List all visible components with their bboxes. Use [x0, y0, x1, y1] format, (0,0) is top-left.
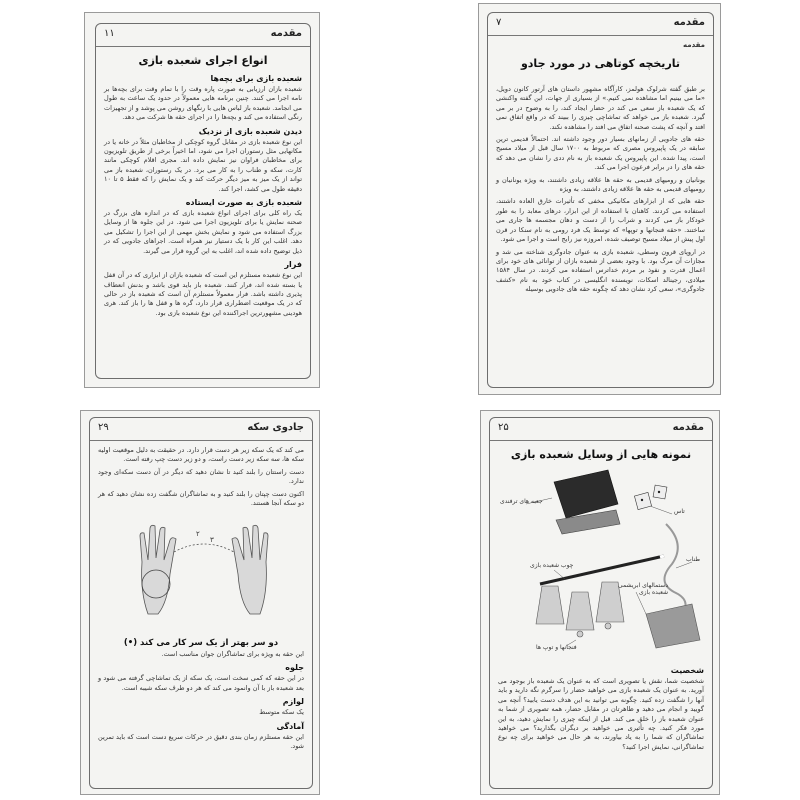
intro-text: می کند که یک سکه زیر هر دست قرار دارد. در حقیقت به دلیل موقعیت اولیه سکه ها، سه سکه زیر دست راست، و دو زیر دست چپ رفته است. [98, 446, 304, 464]
hands-drawing [134, 522, 274, 622]
paragraph: یونانیان و رومیهای قدیمی به حقه ها علاقه زیادی داشتند، به ویژه یونانیان و رومیهای قدیمی به حقه ها علاقه زیادی داشتند، به ویژه [496, 175, 705, 194]
section-text: در این حقه که کمی سخت است، یک سکه از یک تماشاچی گرفته می شود و بعد شعبده باز با آن وانمود می کند که هر دو طرف سکه شیبه است. [98, 674, 304, 692]
page-number: ۲۵ [498, 422, 509, 433]
rope-icon [664, 524, 685, 614]
section-heading: شعبده بازی به صورت ایستاده [185, 198, 302, 208]
section-text: این حقه مستلزم زمان بندی دقیق در حرکات سریع دست است که باید تمرین شود. [98, 732, 304, 751]
figure-mark: ۲ [196, 530, 200, 538]
section-heading: شخصیت [670, 666, 704, 675]
props-drawing [496, 464, 708, 654]
section-text: این نوع شعبده مستلزم این است که شعبده بازان از ابزاری که در آن قفل یا بسته شده اند، فرار کنند. شعبده باز باید قوی باشد و بدنش انعطاف پذیری داشته باشد. فرار معمولاً مستلزم آن است که شعبده باز در حالی که در یک موقعیت اضطراری قرار دارد، گره ها و قفل ها را باز کند. هری هودینی مشهورترین اجراکننده این نوع شعبده بازی بود. [104, 271, 302, 317]
chapter-name: مقدمه [270, 28, 302, 39]
label-cups-and-balls: فنجانها و توپ ها [536, 644, 577, 651]
page-body-bottom [98, 634, 304, 754]
section-heading: فرار [284, 260, 302, 270]
book-page-types-of-magic [84, 12, 320, 388]
page-frame [95, 23, 311, 379]
page-number: ۱۱ [104, 28, 115, 39]
page-title: تاریخچه کوتاهی در مورد جادو [520, 57, 681, 70]
page-body [498, 662, 704, 755]
paragraph: حقه هایی که از ابزارهای مکانیکی مخفی که تأثیرات خارق العاده داشتند، استفاده می کردند. کاهنان با استفاده از این ابزار، درهای معابد را به طور خودکار باز می کردند و شراب را از دست و دهان مجسمه ها جاری می ساختند. «حقه فنجانها و توپها» که توسط یک فرد رومی به نام سنکا در قرن اول پیش از میلاد مسیح توصیف شده، امروزه نیز رایج است و اجرا می شود. [496, 197, 705, 244]
trick-intro: این حقه به ویژه برای تماشاگران جوان مناسب است. [161, 650, 304, 658]
book-page-magic-props [480, 410, 720, 795]
page-number: ۷ [496, 17, 502, 28]
trick-box-icon [554, 470, 620, 534]
silk-handkerchief-icon [646, 604, 700, 648]
paragraph: بر طبق گفته شرلوک هولمز، کارآگاه مشهور داستان های آرتور کانون دویل، «ما می بینیم اما مشاهده نمی کنیم.» از بسیاری از جهات، این گفته واکنشی که یک شعبده باز سعی می کند در حضار ایجاد کند، را به وضوح در بر می گیرد. شعبده باز می خواهد که تماشاچی چیزی را ببیند که در واقع اتفاق نمی افتد و آنچه که پشت صحنه اتفاق می افتد را مشاهده نکند. [496, 85, 705, 131]
section-text: یک راه کلی برای اجرای انواع شعبده بازی که در اندازه های بزرگ در صحنه نمایش یا برای تلویزیون اجرا می شود. در این جلوه ها از وسایل بزرگ استفاده می شود و نمایش بخش مهمی از این اجرا را تشکیل می دهد. اغلب این کار با یک دستیار نیز همراه است. اجراهای جادویی که در ذیل توضیح داده شده اند، اغلب به این گروه قرار می گیرند. [104, 209, 302, 255]
page-frame [489, 417, 713, 789]
label-rope: طناب [686, 556, 701, 563]
page-title: نمونه هایی از وسایل شعبده بازی [510, 448, 692, 461]
step-text: دست راستتان را بلند کنید تا نشان دهید که دیگر در آن دست سکه‌ای وجود ندارد. [98, 467, 304, 486]
book-page-history-of-magic [478, 3, 721, 395]
page-header [490, 418, 712, 441]
cups-and-balls-icon [536, 582, 624, 637]
page-header [90, 418, 312, 441]
chapter-name: مقدمه [673, 17, 705, 28]
page-header [96, 24, 310, 47]
page-body [104, 70, 302, 321]
props-illustration [496, 464, 708, 654]
section-text: این نوع شعبده بازی در مقابل گروه کوچکی از مخاطبان مثلاً در خانه یا در مکانهایی مثل رستوران اجرا می شود، اما اخیراً برخی از طریق تلویزیون برای مخاطبان فراوان نیز نمایش داده اند. مجری اقلام کوچکی مانند کارت، سکه و طناب را به کار می برد. در یک رستوران، شعبده باز می تواند از یک میز به میز دیگر حرکت کند و یک نمایش را که فقط ۵ تا ۱۰ دقیقه طول می کشد، اجرا کند. [104, 137, 303, 193]
page-title: انواع اجرای شعبده بازی [138, 54, 268, 67]
section-text: شعبده بازان ارزیابی به صورت پاره وقت را با تمام وقت برای بچه‌ها بر نامه اجرا می کنند. چنین برنامه هایی معمولاً در حدود یک ساعت به طول می انجامد. شعبده باز لباس هایی با رنگهای روشن می پوشد و از تجهیزات رنگی استفاده می کند و بچه‌ها را در اجرای حقه ها شرکت می دهد. [104, 85, 302, 122]
section-heading: جلوه [285, 663, 304, 673]
chapter-name: جادوی سکه [247, 422, 304, 433]
step-text: اکنون دست چپتان را بلند کنید و به تماشاگران شگفت زده نشان دهید که هر دو سکه آنجا هستند. [98, 489, 304, 508]
page-header [488, 13, 713, 36]
section-heading: آمادگی [276, 721, 304, 731]
section-heading: لوازم [282, 697, 304, 707]
chapter-name: مقدمه [672, 422, 704, 433]
section-text: شخصیت شما، نقش یا تصویری است که به عنوان یک شعبده باز بوجود می آورید. به عنوان یک شعبده بازی می خواهید حضار را سرگرم نگه دارید و باید آنها را شگفت زده کنید. چگونه می توانید به این هدف دست یابید؟ آنچه می گویید و انجام می دهید و ظاهرتان در مقابل حضار، همه تصویری از شما به عنوان شعبده باز را خلق می کند. قبل از اینکه چیزی را نمایش دهید، به این مورد فکر کنید. چه تأثیری می خواهید بر دیگران بگذارید؟ می خواهید تماشاگران که شما را به یاد بیاورند، به هر حال می خواهید برای چه نوع تماشاگرانی، نمایش اجرا کنید؟ [498, 677, 704, 751]
label-magic-wand: چوب شعبده بازی [530, 562, 574, 569]
page-body [496, 85, 705, 298]
paragraph: حقه های جادویی از زمانهای بسیار دور وجود داشته اند. احتمالاً قدیمی ترین سابقه در یک پاپیروس مصری که مربوط به ۱۷۰۰ سال قبل از میلاد مسیح است، پیدا شده. این پاپیروس یک شعبده باز به نام ددی را نشان می دهد که حقه های را در برابر فرعون اجرا می کند. [496, 135, 705, 172]
paragraph: در اروپای قرون وسطی، شعبده بازی به عنوان جادوگری شناخته می شد و مجازات آن مرگ بود. با وجود بعضی از شعبده بازان از توانائی های خود برای اعمال قدرت و نفوذ بر مردم خداترس استفاده می کردند. در سال ۱۵۸۴ میلادی، رجینالد اسکات، نویسنده انگلیسی در کتاب خود به نام «کشف جادوگری»، سعی کرد نشان دهد که چگونه حقه های جادویی بوسیله [496, 247, 705, 294]
section-heading: دیدن شعبده بازی از نزدیک [198, 126, 302, 136]
label-trick-boxes: جعبه های ترفندی [500, 498, 543, 505]
section-heading: شعبده بازی برای بچه‌ها [210, 74, 302, 83]
page-frame [89, 417, 313, 789]
hands-illustration [134, 522, 274, 622]
dice-icon [634, 485, 667, 510]
figure-mark: ۳ [210, 536, 214, 544]
trick-title: دو سر بهتر از یک سر کار می کند (•) [123, 638, 279, 648]
magic-wand-icon [540, 556, 664, 584]
book-page-coin-magic [80, 410, 320, 795]
sub-label: مقدمه [683, 41, 705, 49]
label-dice: تاس [674, 508, 685, 515]
label-silks: دستمالهای ابریشمی شعبده بازی [618, 582, 668, 596]
page-frame [487, 12, 714, 388]
section-text: یک سکه متوسط [259, 708, 304, 717]
page-number: ۲۹ [98, 422, 109, 433]
page-body-top [98, 446, 304, 511]
